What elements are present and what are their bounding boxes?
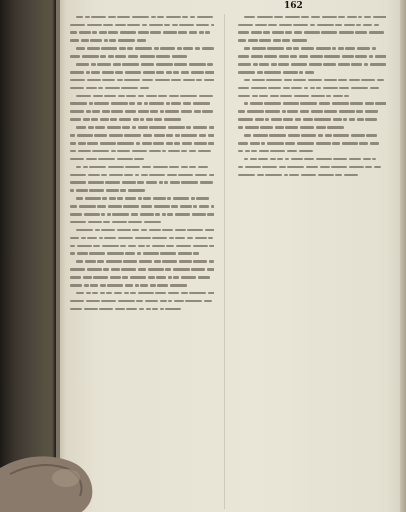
text-paragraph	[232, 155, 386, 179]
text-paragraph	[64, 60, 214, 92]
book-page	[56, 0, 406, 512]
text-paragraph	[232, 100, 386, 132]
page-number: 162	[284, 1, 303, 11]
text-paragraph	[232, 45, 386, 77]
thumb-holding-page	[0, 448, 95, 512]
right-text-column	[232, 13, 386, 179]
text-paragraph	[64, 163, 214, 195]
text-paragraph	[64, 289, 214, 313]
column-divider	[224, 14, 225, 509]
text-paragraph	[64, 45, 214, 61]
text-paragraph	[64, 258, 214, 290]
text-paragraph	[232, 76, 386, 100]
text-paragraph	[64, 13, 214, 45]
text-paragraph	[232, 131, 386, 155]
text-paragraph	[64, 92, 214, 124]
page-edge	[400, 0, 406, 512]
text-paragraph	[64, 123, 214, 162]
page-gutter	[56, 0, 60, 512]
text-paragraph	[232, 13, 386, 45]
left-text-column	[64, 13, 214, 313]
text-paragraph	[64, 194, 214, 226]
text-paragraph	[64, 226, 214, 258]
